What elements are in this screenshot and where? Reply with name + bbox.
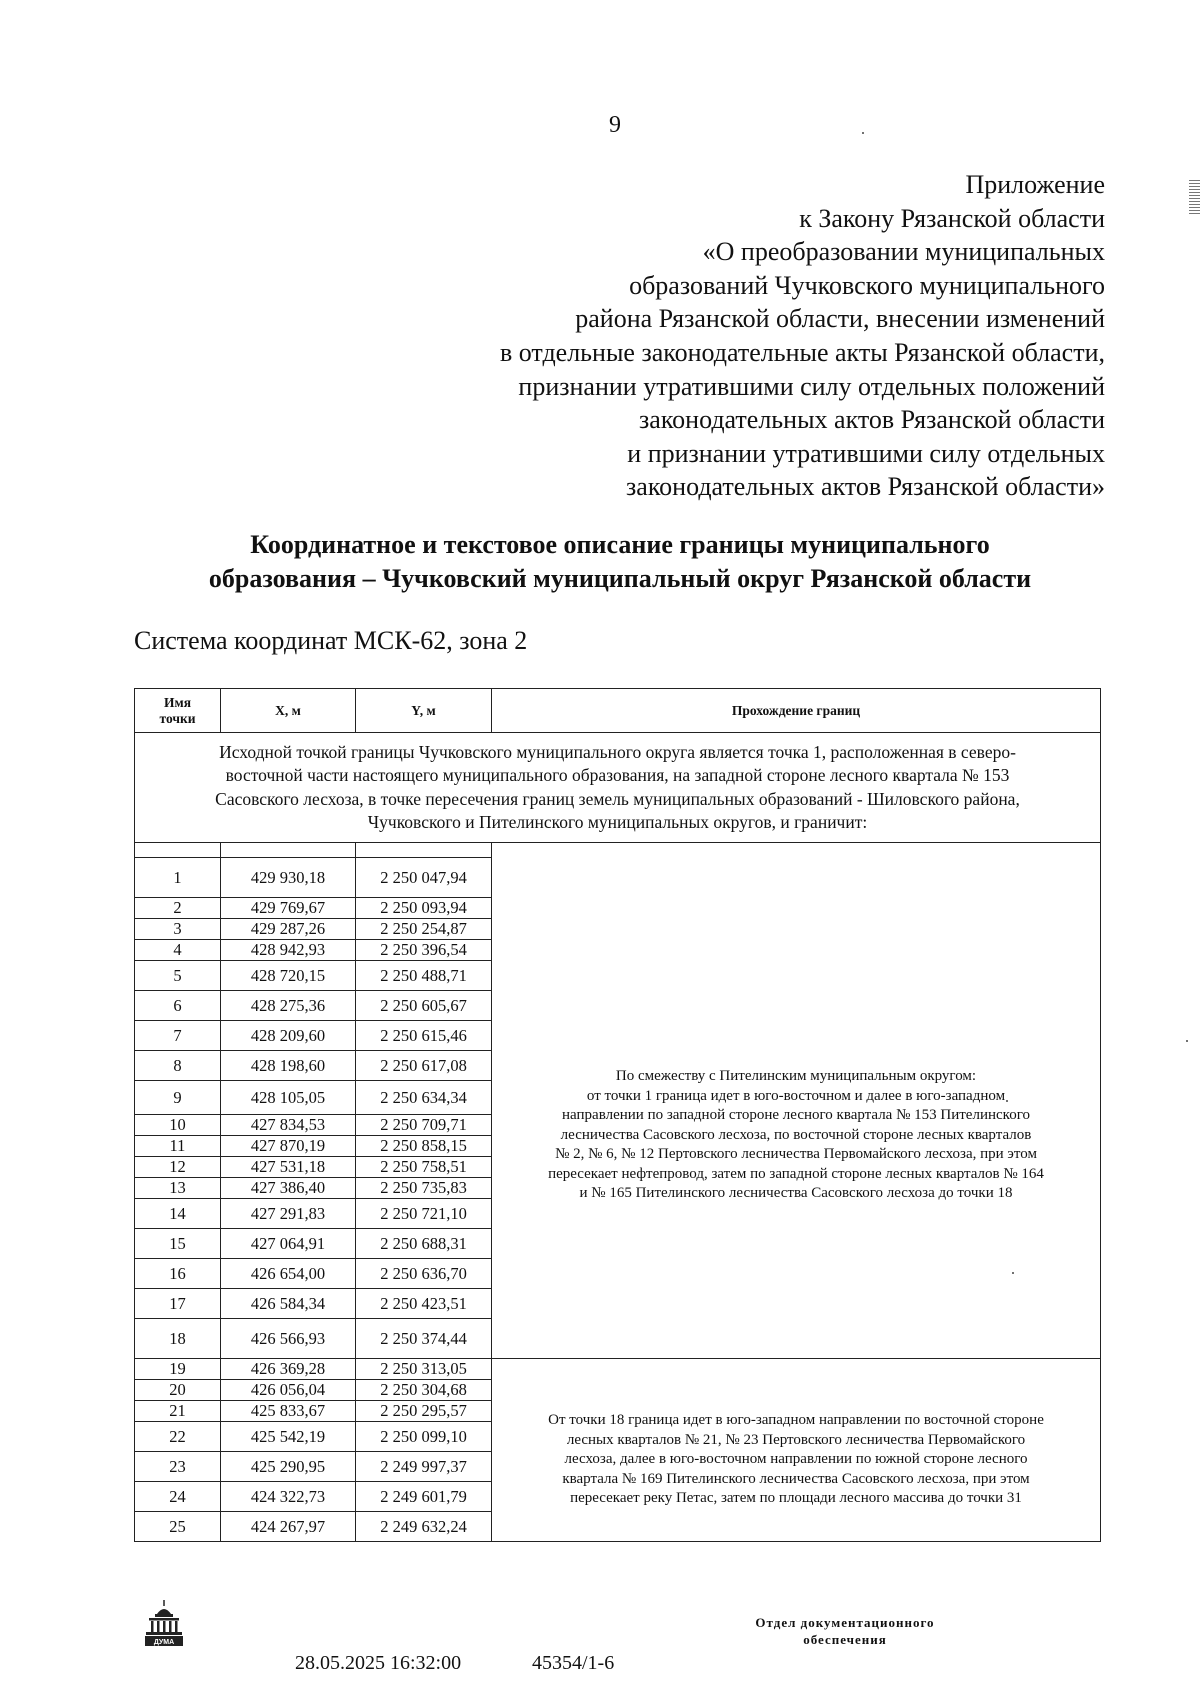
appendix-line: законодательных актов Рязанской области (639, 405, 1105, 435)
boundary-description-2: От точки 18 граница идет в юго-западном направлении по восточной стороне лесных кварталов № 21, № 23 Пертовского лесничества Первомайского лесхоза, далее в юго-восточном направлении по южной стороне лесного квартала № 169 Пителинского лесничества Сасовского лесхоза, при этом пересекает реку Петас, затем по площади лесного массива до точки 31 (492, 1359, 1101, 1542)
appendix-line: «О преобразовании муниципальных (702, 237, 1105, 267)
appendix-line: к Закону Рязанской области (799, 203, 1105, 233)
table-row: 18 426 566,93 2 250 374,44 (135, 1319, 1101, 1359)
header-x: X, м (221, 689, 356, 733)
intro-text: Исходной точкой границы Чучковского муниципального округа является точка 1, расположенная в северо- восточной части настоящего муниципального образования, на западной стороне лесного квартала № 153 Сасовского лесхоза, в точке пересечения границ земель муниципальных образований - Шиловского района, Чучковского и Пителинского муниципальных округов, и граничит: (135, 733, 1101, 843)
coordinate-system-caption: Система координат МСК-62, зона 2 (134, 626, 528, 655)
table-row: 8 428 198,60 2 250 617,08 (135, 1051, 1101, 1081)
scan-speck (1012, 1272, 1014, 1274)
document-title (120, 528, 1120, 596)
appendix-line: признании утратившими силу отдельных положений (518, 371, 1105, 401)
table-row: 20 426 056,04 2 250 304,68 (135, 1380, 1101, 1401)
table-row: 17 426 584,34 2 250 423,51 (135, 1289, 1101, 1319)
scan-speck (1186, 1040, 1188, 1042)
footer-document-number: 45354/1-6 (532, 1652, 615, 1674)
table-row: 7 428 209,60 2 250 615,46 (135, 1021, 1101, 1051)
footer-department-stamp: Отдел документационного обеспечения (755, 1615, 935, 1647)
table-row: 6 428 275,36 2 250 605,67 (135, 991, 1101, 1021)
table-header-row (135, 689, 1101, 733)
table-row: 16 426 654,00 2 250 636,70 (135, 1259, 1101, 1289)
header-point-name: Имя точки (135, 689, 221, 733)
appendix-line: Приложение (965, 170, 1105, 199)
title-line: Координатное и текстовое описание границы муниципального (250, 530, 990, 559)
scan-speck (862, 132, 864, 134)
scan-edge-mark (1189, 178, 1200, 214)
appendix-line: района Рязанской области, внесении изменений (575, 304, 1105, 334)
table-row: 4 428 942,93 2 250 396,54 (135, 940, 1101, 961)
scan-speck (1006, 1100, 1008, 1102)
intro-row (135, 733, 1101, 843)
appendix-header (500, 168, 1105, 504)
table-row: 19 426 369,28 2 250 313,05 От точки 18 граница идет в юго-западном направлении по восточной стороне лесных кварталов № 21, № 23 Пертовского лесничества Первомайского лесхоза, далее в юго-восточном направлении по южной стороне лесного квартала № 169 Пителинского лесничества Сасовского лесхоза, при этом пересекает реку Петас, затем по площади лесного массива до точки 31 (135, 1359, 1101, 1380)
table-row: 14 427 291,83 2 250 721,10 (135, 1199, 1101, 1229)
table-row: 11 427 870,19 2 250 858,15 (135, 1136, 1101, 1157)
table-row: 21 425 833,67 2 250 295,57 (135, 1401, 1101, 1422)
coordinates-table (134, 688, 1101, 1542)
table-row: 15 427 064,91 2 250 688,31 (135, 1229, 1101, 1259)
footer-datetime: 28.05.2025 16:32:00 (295, 1652, 462, 1674)
table-row: 25 424 267,97 2 249 632,24 (135, 1512, 1101, 1542)
header-y: Y, м (356, 689, 492, 733)
header-passage: Прохождение границ (492, 689, 1101, 733)
table-row: 12 427 531,18 2 250 758,51 (135, 1157, 1101, 1178)
table-row: 13 427 386,40 2 250 735,83 (135, 1178, 1101, 1199)
appendix-line: законодательных актов Рязанской области» (626, 472, 1105, 502)
table-row: 9 428 105,05 2 250 634,34 (135, 1081, 1101, 1115)
table-row: 22 425 542,19 2 250 099,10 (135, 1422, 1101, 1452)
appendix-line: в отдельные законодательные акты Рязанской области, (499, 337, 1105, 367)
boundary-description-1: По смежеству с Пителинским муниципальным округом: от точки 1 граница идет в юго-восточном и далее в юго-западном направлении по западной стороне лесного квартала № 153 Пителинского лесничества Сасовского лесхоза, по восточной стороне лесных кварталов № 2, № 6, № 12 Пертовского лесничества Первомайского лесхоза, при этом пересекает нефтепровод, затем по западной стороне лесных кварталов № 164 и № 165 Пителинского лесничества Сасовского лесхоза до точки 18 (492, 843, 1101, 1359)
table-row: 2 429 769,67 2 250 093,94 (135, 898, 1101, 919)
table-row: 24 424 322,73 2 249 601,79 (135, 1482, 1101, 1512)
appendix-line: и признании утратившими силу отдельных (627, 438, 1105, 468)
spacer-row (135, 843, 1101, 858)
duma-building-icon (143, 1598, 185, 1648)
table-row: 3 429 287,26 2 250 254,87 (135, 919, 1101, 940)
table-row: 1 429 930,18 2 250 047,94 (135, 858, 1101, 898)
title-line: образования – Чучковский муниципальный округ Рязанской области (208, 564, 1032, 593)
table-row: 5 428 720,15 2 250 488,71 (135, 961, 1101, 991)
appendix-line: образований Чучковского муниципального (629, 270, 1105, 300)
svg-text:ДУМА: ДУМА (153, 1639, 175, 1646)
table-row: 23 425 290,95 2 249 997,37 (135, 1452, 1101, 1482)
table-row: 10 427 834,53 2 250 709,71 (135, 1115, 1101, 1136)
duma-logo (143, 1598, 185, 1653)
page-number: 9 (609, 112, 621, 138)
